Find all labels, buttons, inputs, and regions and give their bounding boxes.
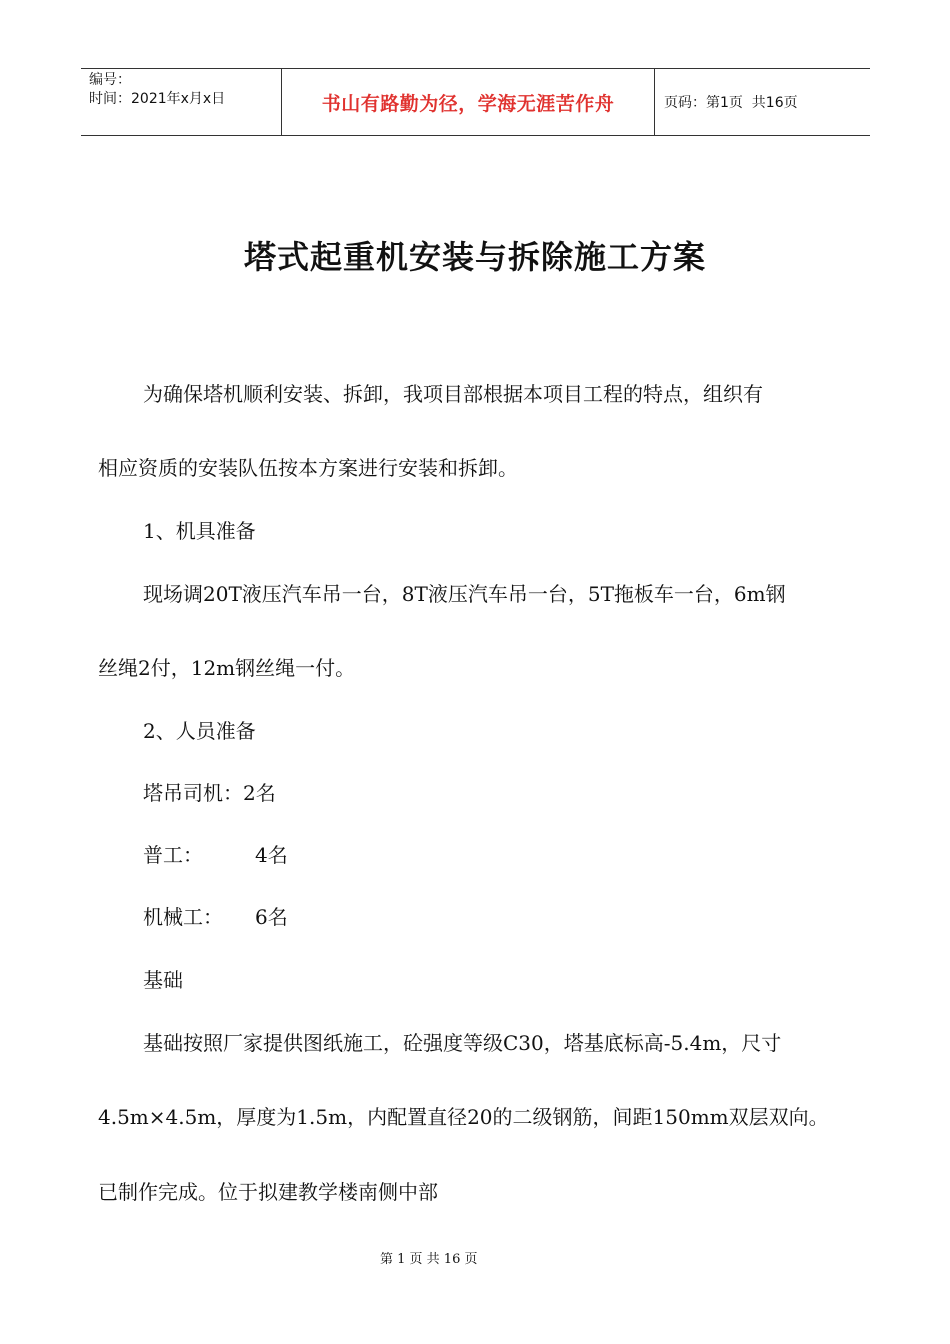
tools-line-1: 现场调20T液压汽车吊一台，8T液压汽车吊一台，5T拖板车一台，6m钢 [143, 582, 786, 606]
intro-line-1: 为确保塔机顺利安装、拆卸，我项目部根据本项目工程的特点，组织有 [143, 382, 763, 406]
header-page-info [655, 69, 870, 135]
number-label: 编号： [89, 72, 131, 88]
staff-count: 6名 [255, 905, 288, 929]
date-label: 时间：2021年x月x日 [89, 91, 226, 107]
staff-role: 机械工： [143, 905, 223, 929]
staff-row [143, 905, 288, 929]
document-title: 塔式起重机安装与拆除施工方案 [243, 238, 706, 276]
staff-count: 4名 [255, 843, 288, 867]
section-heading-foundation: 基础 [143, 968, 183, 992]
section-heading-tools: 1、机具准备 [143, 519, 256, 543]
header-motto: 书山有路勤为径，学海无涯苦作舟 [282, 69, 655, 135]
staff-role: 普工： [143, 843, 203, 867]
staff-count: 2名 [243, 781, 276, 805]
header-meta [81, 69, 282, 135]
footer-page-number: 第 1 页 共 16 页 [380, 1252, 478, 1267]
foundation-line-1: 基础按照厂家提供图纸施工，砼强度等级C30，塔基底标高-5.4m，尺寸 [143, 1031, 782, 1055]
staff-row [143, 781, 276, 805]
staff-role: 塔吊司机： [143, 781, 243, 805]
staff-row [143, 843, 288, 867]
tools-line-2: 丝绳2付，12m钢丝绳一付。 [98, 656, 356, 680]
intro-line-2: 相应资质的安装队伍按本方案进行安装和拆卸。 [98, 456, 518, 480]
page-header [81, 68, 870, 136]
foundation-line-3: 已制作完成。位于拟建教学楼南侧中部 [98, 1180, 438, 1204]
page-info-text: 页码：第1页 共16页 [664, 95, 798, 111]
foundation-line-2: 4.5m×4.5m，厚度为1.5m，内配置直径20的二级钢筋，间距150mm双层双向。 [98, 1105, 829, 1129]
page-footer [0, 1248, 950, 1267]
section-heading-staff: 2、人员准备 [143, 719, 256, 743]
